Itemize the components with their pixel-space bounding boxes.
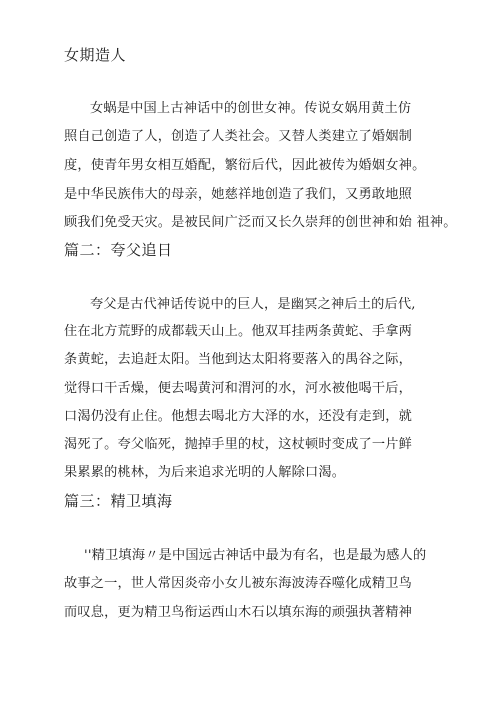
paragraph-line: 渴死了。夸父临死，抛掉手里的杖，这杖顿时变成了一片鲜 — [64, 437, 413, 452]
paragraph-line: 条黄蛇，去追赶太阳。当他到达太阳将要落入的禺谷之际， — [64, 352, 413, 367]
section-title: 篇二：夸父追日 — [64, 241, 173, 259]
paragraph-line: 口渴仍没有止住。他想去喝北方大泽的水，还没有走到，就 — [64, 409, 413, 424]
paragraph-line: 女蜗是中国上古神话中的创世女神。传说女娲用黄土仿 — [90, 101, 412, 116]
paragraph-line: 故事之一，世人常因炎帝小女儿被东海波涛吞噬化成精卫鸟 — [64, 576, 413, 591]
paragraph-line: 果累累的桃林，为后来追求光明的人解除口渴。 — [64, 465, 346, 480]
paragraph-line: 而叹息，更为精卫鸟衔运西山木石以填东海的顽强执著精神 — [64, 605, 413, 620]
paragraph-line: 夸父是古代神话传说中的巨人，是幽冥之神后土的后代, — [90, 297, 416, 312]
paragraph-line: 是中华民族伟大的母亲，她慈祥地创造了我们，又勇敢地照 — [64, 187, 413, 202]
paragraph-line: ''精卫填海〃是中国远古神话中最为有名，也是最为感人的 — [84, 548, 427, 563]
paragraph-line: 度，使青年男女相互婚配，繁衍后代，因此被传为婚姻女神。 — [64, 158, 426, 173]
paragraph-line: 顾我们免受天灾。是被民间广泛而又长久崇拜的创世神和始 祖神。 — [64, 215, 457, 230]
section-title: 女期造人 — [64, 46, 127, 64]
section-title: 篇三：精卫填海 — [64, 492, 173, 510]
paragraph-line: 照自己创造了人，创造了人类社会。又替人类建立了婚姻制 — [64, 129, 413, 144]
paragraph-line: 住在北方荒野的成都载天山上。他双耳挂两条黄蛇、手拿两 — [64, 324, 413, 339]
paragraph-line: 觉得口干舌燥，便去喝黄河和渭河的水，河水被他喝干后， — [64, 381, 413, 396]
